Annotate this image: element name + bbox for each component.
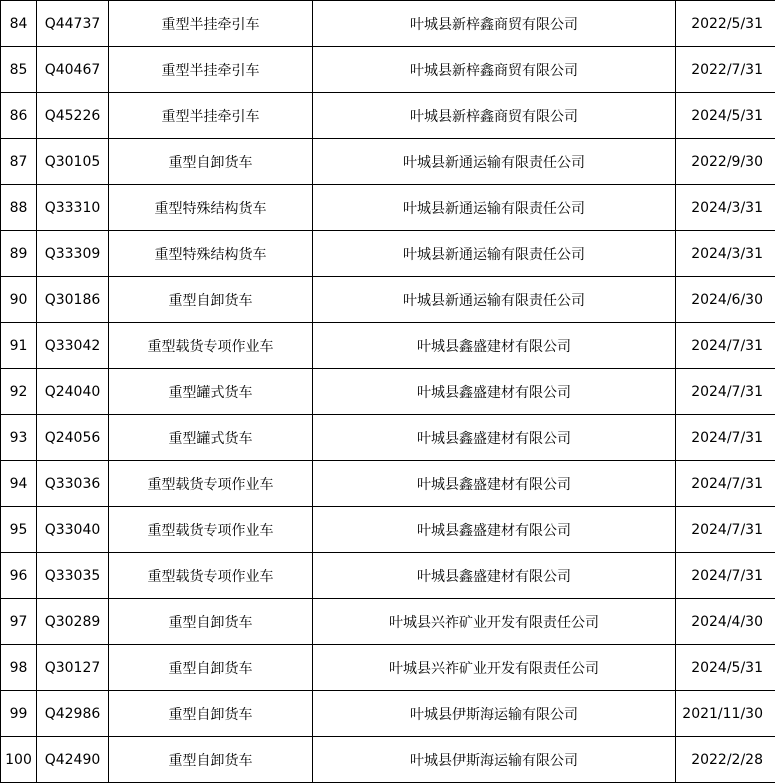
vehicle-type-cell: 重型自卸货车 — [109, 139, 313, 185]
table-row — [1, 645, 775, 691]
expiry-date-cell: 2024/7/31 — [676, 553, 775, 599]
expiry-date-cell: 2022/7/31 — [676, 47, 775, 93]
company-name-cell: 叶城县新梓鑫商贸有限公司 — [313, 47, 676, 93]
expiry-date-cell: 2024/5/31 — [676, 93, 775, 139]
expiry-date-cell: 2024/7/31 — [676, 461, 775, 507]
vehicle-type-cell: 重型半挂牵引车 — [109, 93, 313, 139]
row-number-cell: 86 — [1, 93, 37, 139]
company-name-cell: 叶城县新通运输有限责任公司 — [313, 277, 676, 323]
vehicle-type-cell: 重型特殊结构货车 — [109, 231, 313, 277]
company-name-cell: 叶城县新通运输有限责任公司 — [313, 139, 676, 185]
expiry-date-cell: 2024/3/31 — [676, 231, 775, 277]
company-name-cell: 叶城县伊斯海运输有限公司 — [313, 691, 676, 737]
plate-number-cell: Q30289 — [37, 599, 109, 645]
company-name-cell: 叶城县鑫盛建材有限公司 — [313, 461, 676, 507]
expiry-date-cell: 2022/9/30 — [676, 139, 775, 185]
table-row — [1, 277, 775, 323]
plate-number-cell: Q33035 — [37, 553, 109, 599]
vehicle-type-cell: 重型罐式货车 — [109, 369, 313, 415]
table-body — [1, 1, 775, 783]
vehicle-type-cell: 重型载货专项作业车 — [109, 323, 313, 369]
company-name-cell: 叶城县鑫盛建材有限公司 — [313, 369, 676, 415]
plate-number-cell: Q30186 — [37, 277, 109, 323]
company-name-cell: 叶城县新通运输有限责任公司 — [313, 231, 676, 277]
plate-number-cell: Q33309 — [37, 231, 109, 277]
table-row — [1, 139, 775, 185]
table-row — [1, 737, 775, 783]
vehicle-type-cell: 重型自卸货车 — [109, 737, 313, 783]
plate-number-cell: Q33042 — [37, 323, 109, 369]
table-row — [1, 553, 775, 599]
expiry-date-cell: 2024/7/31 — [676, 323, 775, 369]
vehicle-type-cell: 重型半挂牵引车 — [109, 47, 313, 93]
row-number-cell: 85 — [1, 47, 37, 93]
row-number-cell: 90 — [1, 277, 37, 323]
vehicle-type-cell: 重型自卸货车 — [109, 599, 313, 645]
expiry-date-cell: 2024/7/31 — [676, 415, 775, 461]
table-row — [1, 93, 775, 139]
plate-number-cell: Q30105 — [37, 139, 109, 185]
company-name-cell: 叶城县伊斯海运输有限公司 — [313, 737, 676, 783]
plate-number-cell: Q24056 — [37, 415, 109, 461]
vehicle-type-cell: 重型自卸货车 — [109, 277, 313, 323]
row-number-cell: 87 — [1, 139, 37, 185]
table-row — [1, 691, 775, 737]
plate-number-cell: Q42490 — [37, 737, 109, 783]
table-row — [1, 415, 775, 461]
company-name-cell: 叶城县兴祚矿业开发有限责任公司 — [313, 645, 676, 691]
plate-number-cell: Q40467 — [37, 47, 109, 93]
vehicle-type-cell: 重型自卸货车 — [109, 691, 313, 737]
expiry-date-cell: 2022/2/28 — [676, 737, 775, 783]
table-row — [1, 369, 775, 415]
row-number-cell: 93 — [1, 415, 37, 461]
table-row — [1, 231, 775, 277]
plate-number-cell: Q44737 — [37, 1, 109, 47]
table-row — [1, 507, 775, 553]
vehicle-type-cell: 重型自卸货车 — [109, 645, 313, 691]
row-number-cell: 92 — [1, 369, 37, 415]
row-number-cell: 95 — [1, 507, 37, 553]
company-name-cell: 叶城县鑫盛建材有限公司 — [313, 323, 676, 369]
company-name-cell: 叶城县鑫盛建材有限公司 — [313, 507, 676, 553]
company-name-cell: 叶城县新通运输有限责任公司 — [313, 185, 676, 231]
plate-number-cell: Q45226 — [37, 93, 109, 139]
row-number-cell: 88 — [1, 185, 37, 231]
row-number-cell: 97 — [1, 599, 37, 645]
company-name-cell: 叶城县鑫盛建材有限公司 — [313, 553, 676, 599]
expiry-date-cell: 2024/4/30 — [676, 599, 775, 645]
vehicle-type-cell: 重型载货专项作业车 — [109, 553, 313, 599]
plate-number-cell: Q33310 — [37, 185, 109, 231]
company-name-cell: 叶城县新梓鑫商贸有限公司 — [313, 93, 676, 139]
table-row — [1, 461, 775, 507]
company-name-cell: 叶城县新梓鑫商贸有限公司 — [313, 1, 676, 47]
expiry-date-cell: 2021/11/30 — [676, 691, 775, 737]
expiry-date-cell: 2024/7/31 — [676, 507, 775, 553]
row-number-cell: 96 — [1, 553, 37, 599]
row-number-cell: 99 — [1, 691, 37, 737]
row-number-cell: 84 — [1, 1, 37, 47]
plate-number-cell: Q42986 — [37, 691, 109, 737]
table-row — [1, 47, 775, 93]
plate-number-cell: Q33036 — [37, 461, 109, 507]
row-number-cell: 94 — [1, 461, 37, 507]
expiry-date-cell: 2022/5/31 — [676, 1, 775, 47]
vehicle-type-cell: 重型半挂牵引车 — [109, 1, 313, 47]
table-row — [1, 323, 775, 369]
row-number-cell: 91 — [1, 323, 37, 369]
row-number-cell: 98 — [1, 645, 37, 691]
table-row — [1, 599, 775, 645]
company-name-cell: 叶城县兴祚矿业开发有限责任公司 — [313, 599, 676, 645]
plate-number-cell: Q30127 — [37, 645, 109, 691]
plate-number-cell: Q24040 — [37, 369, 109, 415]
expiry-date-cell: 2024/7/31 — [676, 369, 775, 415]
table-row — [1, 1, 775, 47]
company-name-cell: 叶城县鑫盛建材有限公司 — [313, 415, 676, 461]
expiry-date-cell: 2024/5/31 — [676, 645, 775, 691]
expiry-date-cell: 2024/6/30 — [676, 277, 775, 323]
vehicle-type-cell: 重型罐式货车 — [109, 415, 313, 461]
table-row — [1, 185, 775, 231]
plate-number-cell: Q33040 — [37, 507, 109, 553]
vehicle-type-cell: 重型载货专项作业车 — [109, 507, 313, 553]
row-number-cell: 89 — [1, 231, 37, 277]
row-number-cell: 100 — [1, 737, 37, 783]
vehicle-type-cell: 重型载货专项作业车 — [109, 461, 313, 507]
vehicle-type-cell: 重型特殊结构货车 — [109, 185, 313, 231]
expiry-date-cell: 2024/3/31 — [676, 185, 775, 231]
